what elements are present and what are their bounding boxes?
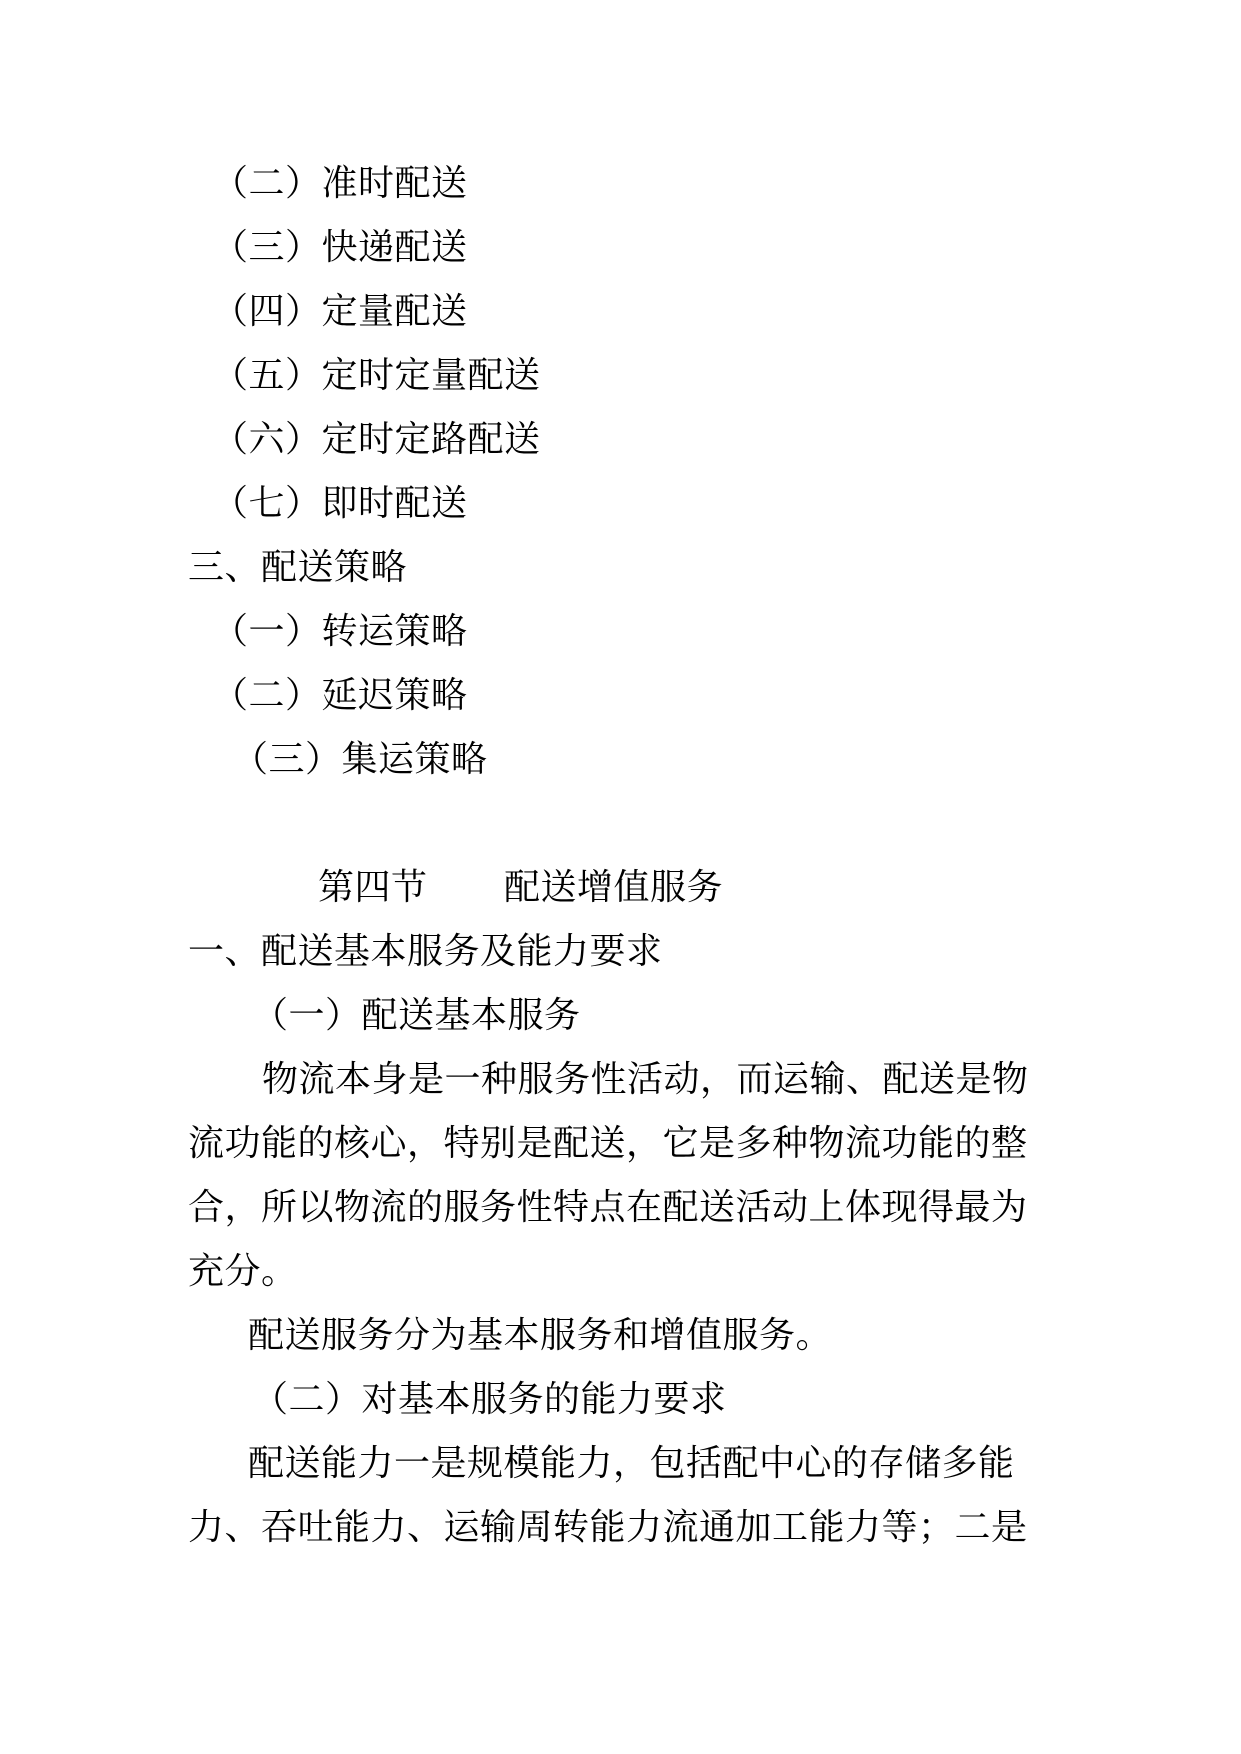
section-heading: 三、配送策略 [188, 547, 408, 588]
section-title: 配送增值服务 [504, 867, 724, 908]
list-item: （六）定时定路配送 [212, 419, 541, 460]
list-item: （三）集运策略 [232, 739, 488, 780]
sub-heading: （一）配送基本服务 [252, 995, 581, 1036]
list-item: （三）快递配送 [212, 227, 468, 268]
list-item: （四）定量配送 [212, 291, 468, 332]
paragraph-line: 物流本身是一种服务性活动，而运输、配送是物 [262, 1059, 1029, 1100]
paragraph-line: 充分。 [188, 1251, 298, 1292]
part-heading: 一、配送基本服务及能力要求 [188, 931, 663, 972]
list-item: （二）延迟策略 [212, 675, 468, 716]
sub-heading: （二）对基本服务的能力要求 [252, 1379, 727, 1420]
list-item: （七）即时配送 [212, 483, 468, 524]
paragraph-line: 力、吞吐能力、运输周转能力流通加工能力等；二是 [188, 1507, 1028, 1548]
paragraph: 配送服务分为基本服务和增值服务。 [248, 1315, 833, 1356]
list-item: （五）定时定量配送 [212, 355, 541, 396]
list-item: （一）转运策略 [212, 611, 468, 652]
paragraph-line: 流功能的核心，特别是配送，它是多种物流功能的整 [188, 1123, 1028, 1164]
section-number: 第四节 [318, 867, 428, 908]
paragraph-line: 合，所以物流的服务性特点在配送活动上体现得最为 [188, 1187, 1028, 1228]
paragraph-line: 配送能力一是规模能力，包括配中心的存储多能 [248, 1443, 1015, 1484]
list-item: （二）准时配送 [212, 163, 468, 204]
